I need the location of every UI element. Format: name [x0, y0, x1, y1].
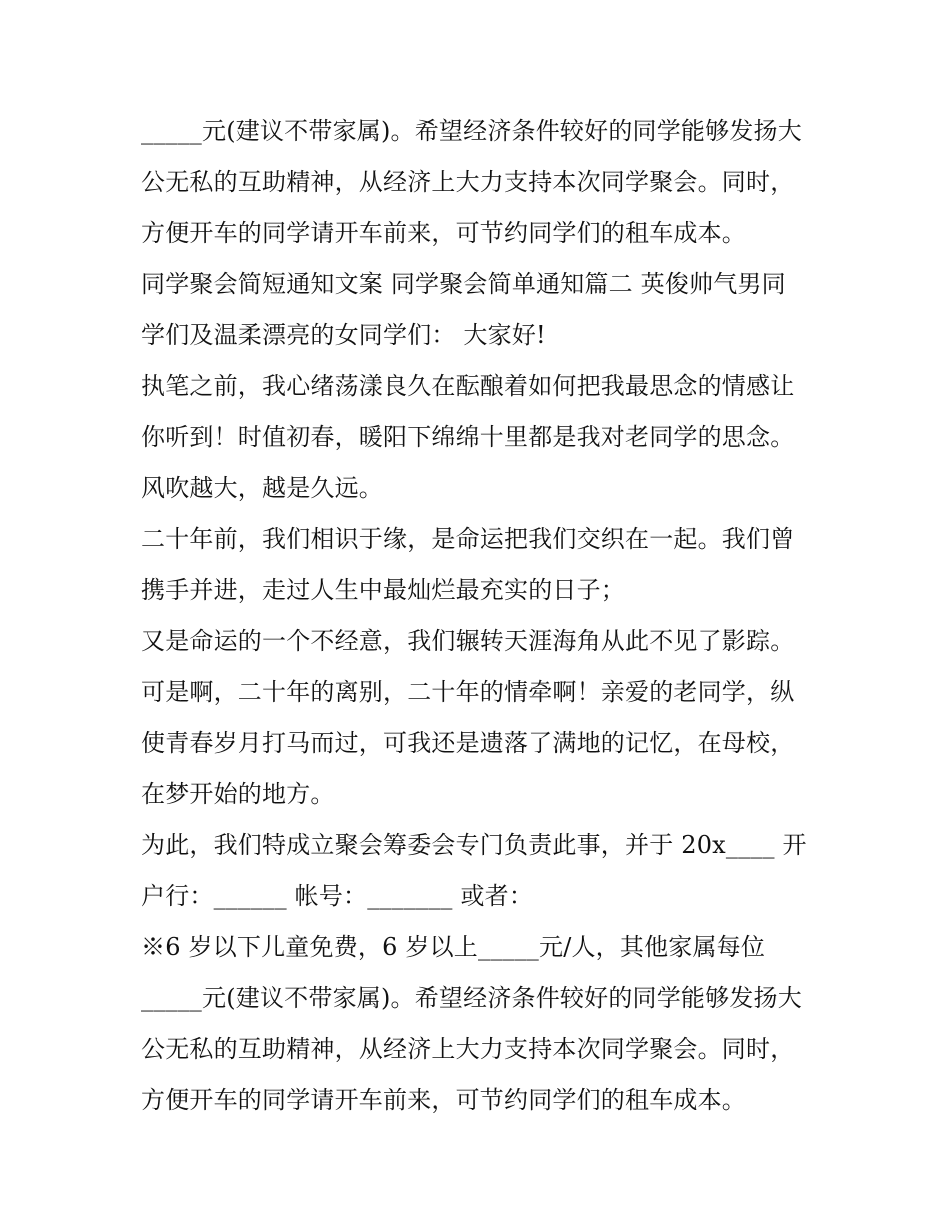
text-line: 风吹越大，越是久远。	[141, 474, 383, 502]
text-line: 方便开车的同学请开车前来，可节约同学们的租车成本。	[141, 219, 746, 247]
text-line: _____元(建议不带家属)。希望经济条件较好的同学能够发扬大	[141, 984, 802, 1012]
text-line: 你听到！时值初春，暖阳下绵绵十里都是我对老同学的思念。	[141, 423, 795, 451]
text-line: 执笔之前，我心绪荡漾良久在酝酿着如何把我最思念的情感让	[141, 372, 795, 400]
text-line: 方便开车的同学请开车前来，可节约同学们的租车成本。	[141, 1086, 746, 1114]
text-line: 为此，我们特成立聚会筹委会专门负责此事，并于 20x____ 开	[141, 831, 807, 859]
text-line: 公无私的互助精神，从经济上大力支持本次同学聚会。同时，	[141, 168, 795, 196]
text-line: 学们及温柔漂亮的女同学们： 大家好!	[141, 321, 546, 349]
text-line: 使青春岁月打马而过，可我还是遗落了满地的记忆，在母校，	[141, 729, 795, 757]
text-line: 在梦开始的地方。	[141, 780, 335, 808]
document-body	[141, 106, 821, 1126]
text-line: 携手并进，走过人生中最灿烂最充实的日子；	[141, 576, 625, 604]
text-line: 又是命运的一个不经意，我们辗转天涯海角从此不见了影踪。	[141, 627, 795, 655]
text-line: _____元(建议不带家属)。希望经济条件较好的同学能够发扬大	[141, 117, 802, 145]
text-line: ※6 岁以下儿童免费，6 岁以上_____元/人，其他家属每位	[141, 933, 766, 961]
text-line: 户行：______ 帐号：_______ 或者：	[141, 882, 534, 910]
text-line: 二十年前，我们相识于缘，是命运把我们交织在一起。我们曾	[141, 525, 795, 553]
text-line: 同学聚会简短通知文案 同学聚会简单通知篇二 英俊帅气男同	[141, 270, 786, 298]
text-line: 公无私的互助精神，从经济上大力支持本次同学聚会。同时，	[141, 1035, 795, 1063]
text-line: 可是啊，二十年的离别，二十年的情牵啊！亲爱的老同学，纵	[141, 678, 795, 706]
